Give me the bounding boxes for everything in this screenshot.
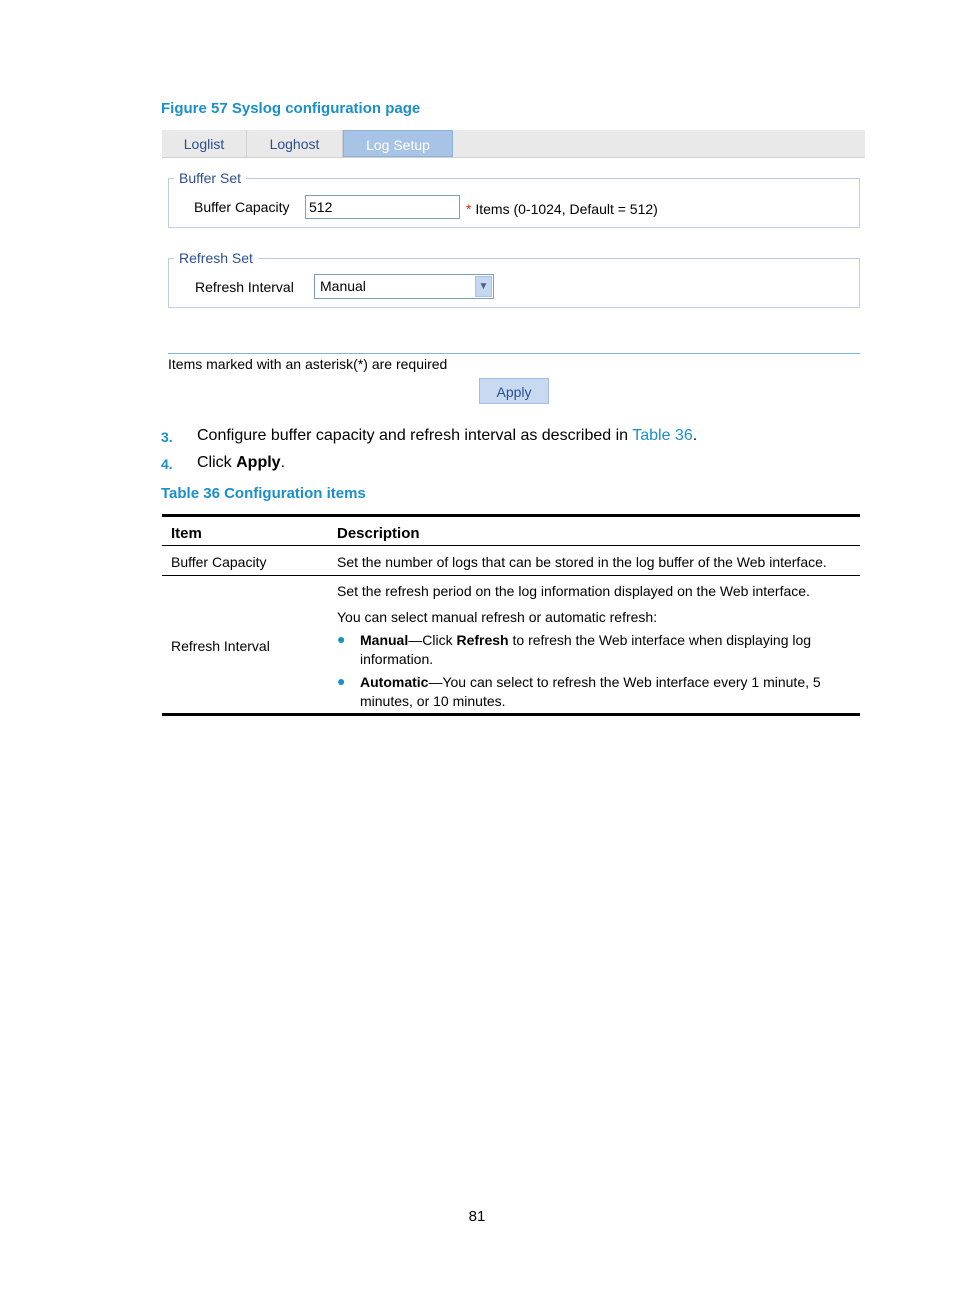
step-text-part: Click bbox=[197, 454, 237, 471]
step-text-part: . bbox=[280, 454, 286, 471]
tab-loghost[interactable]: Loghost bbox=[247, 130, 343, 157]
step-text-part: . bbox=[692, 427, 698, 444]
table-header-item: Item bbox=[171, 525, 202, 542]
step-text bbox=[197, 454, 285, 472]
tab-loglist[interactable]: Loglist bbox=[162, 130, 247, 157]
table-caption: Table 36 Configuration items bbox=[161, 485, 366, 502]
table-header-rule bbox=[162, 545, 860, 546]
required-asterisk: * bbox=[466, 201, 472, 217]
table-row-rule bbox=[162, 575, 860, 576]
bullet-term: Refresh bbox=[456, 632, 509, 648]
step-text bbox=[197, 427, 697, 445]
refresh-interval-label: Refresh Interval bbox=[195, 279, 294, 295]
bullet-term: Automatic bbox=[360, 674, 429, 690]
bullet-continuation: information. bbox=[360, 651, 434, 667]
buffer-capacity-label: Buffer Capacity bbox=[194, 199, 290, 215]
refresh-interval-select[interactable] bbox=[314, 274, 494, 299]
buffer-set-legend: Buffer Set bbox=[174, 170, 246, 186]
page-number: 81 bbox=[468, 1208, 486, 1225]
table-cell-description: Set the refresh period on the log information displayed on the Web interface. bbox=[337, 583, 810, 599]
apply-button[interactable]: Apply bbox=[479, 378, 549, 404]
table-top-rule bbox=[162, 514, 860, 517]
bullet-text bbox=[360, 632, 811, 648]
table-header-description: Description bbox=[337, 525, 420, 542]
tab-bar bbox=[162, 130, 865, 158]
table-bottom-rule bbox=[162, 713, 860, 716]
bullet-part: —You can select to refresh the Web interface every 1 minute, 5 bbox=[428, 674, 821, 690]
table-36-link[interactable]: Table 36 bbox=[632, 427, 693, 444]
buffer-capacity-input[interactable]: 512 bbox=[305, 195, 460, 219]
step-number: 4. bbox=[161, 456, 173, 472]
bullet-part: —Click bbox=[408, 632, 457, 648]
bullet-part: to refresh the Web interface when displaying log bbox=[508, 632, 812, 648]
step-text-part: Configure buffer capacity and refresh interval as described in bbox=[197, 427, 633, 444]
table-cell-description: You can select manual refresh or automatic refresh: bbox=[337, 609, 658, 625]
buffer-capacity-range: Items (0-1024, Default = 512) bbox=[475, 201, 658, 217]
table-cell-item: Refresh Interval bbox=[171, 638, 270, 654]
chevron-down-icon[interactable]: ▼ bbox=[475, 276, 492, 297]
bullet-continuation: minutes, or 10 minutes. bbox=[360, 693, 506, 709]
refresh-interval-value: Manual bbox=[320, 278, 366, 294]
bullet-text bbox=[360, 674, 821, 690]
tab-log-setup[interactable]: Log Setup bbox=[343, 130, 453, 157]
bullet-icon: ● bbox=[337, 673, 346, 689]
step-number: 3. bbox=[161, 429, 173, 445]
refresh-set-legend: Refresh Set bbox=[174, 250, 258, 266]
required-note: Items marked with an asterisk(*) are required bbox=[168, 356, 448, 372]
bullet-icon: ● bbox=[337, 631, 346, 647]
figure-caption: Figure 57 Syslog configuration page bbox=[161, 100, 421, 117]
step-text-bold: Apply bbox=[236, 454, 281, 471]
buffer-capacity-hint bbox=[466, 201, 658, 217]
bullet-term: Manual bbox=[360, 632, 409, 648]
table-cell-description: Set the number of logs that can be stored in the log buffer of the Web interface. bbox=[337, 554, 827, 570]
form-separator bbox=[168, 353, 860, 354]
table-cell-item: Buffer Capacity bbox=[171, 554, 267, 570]
